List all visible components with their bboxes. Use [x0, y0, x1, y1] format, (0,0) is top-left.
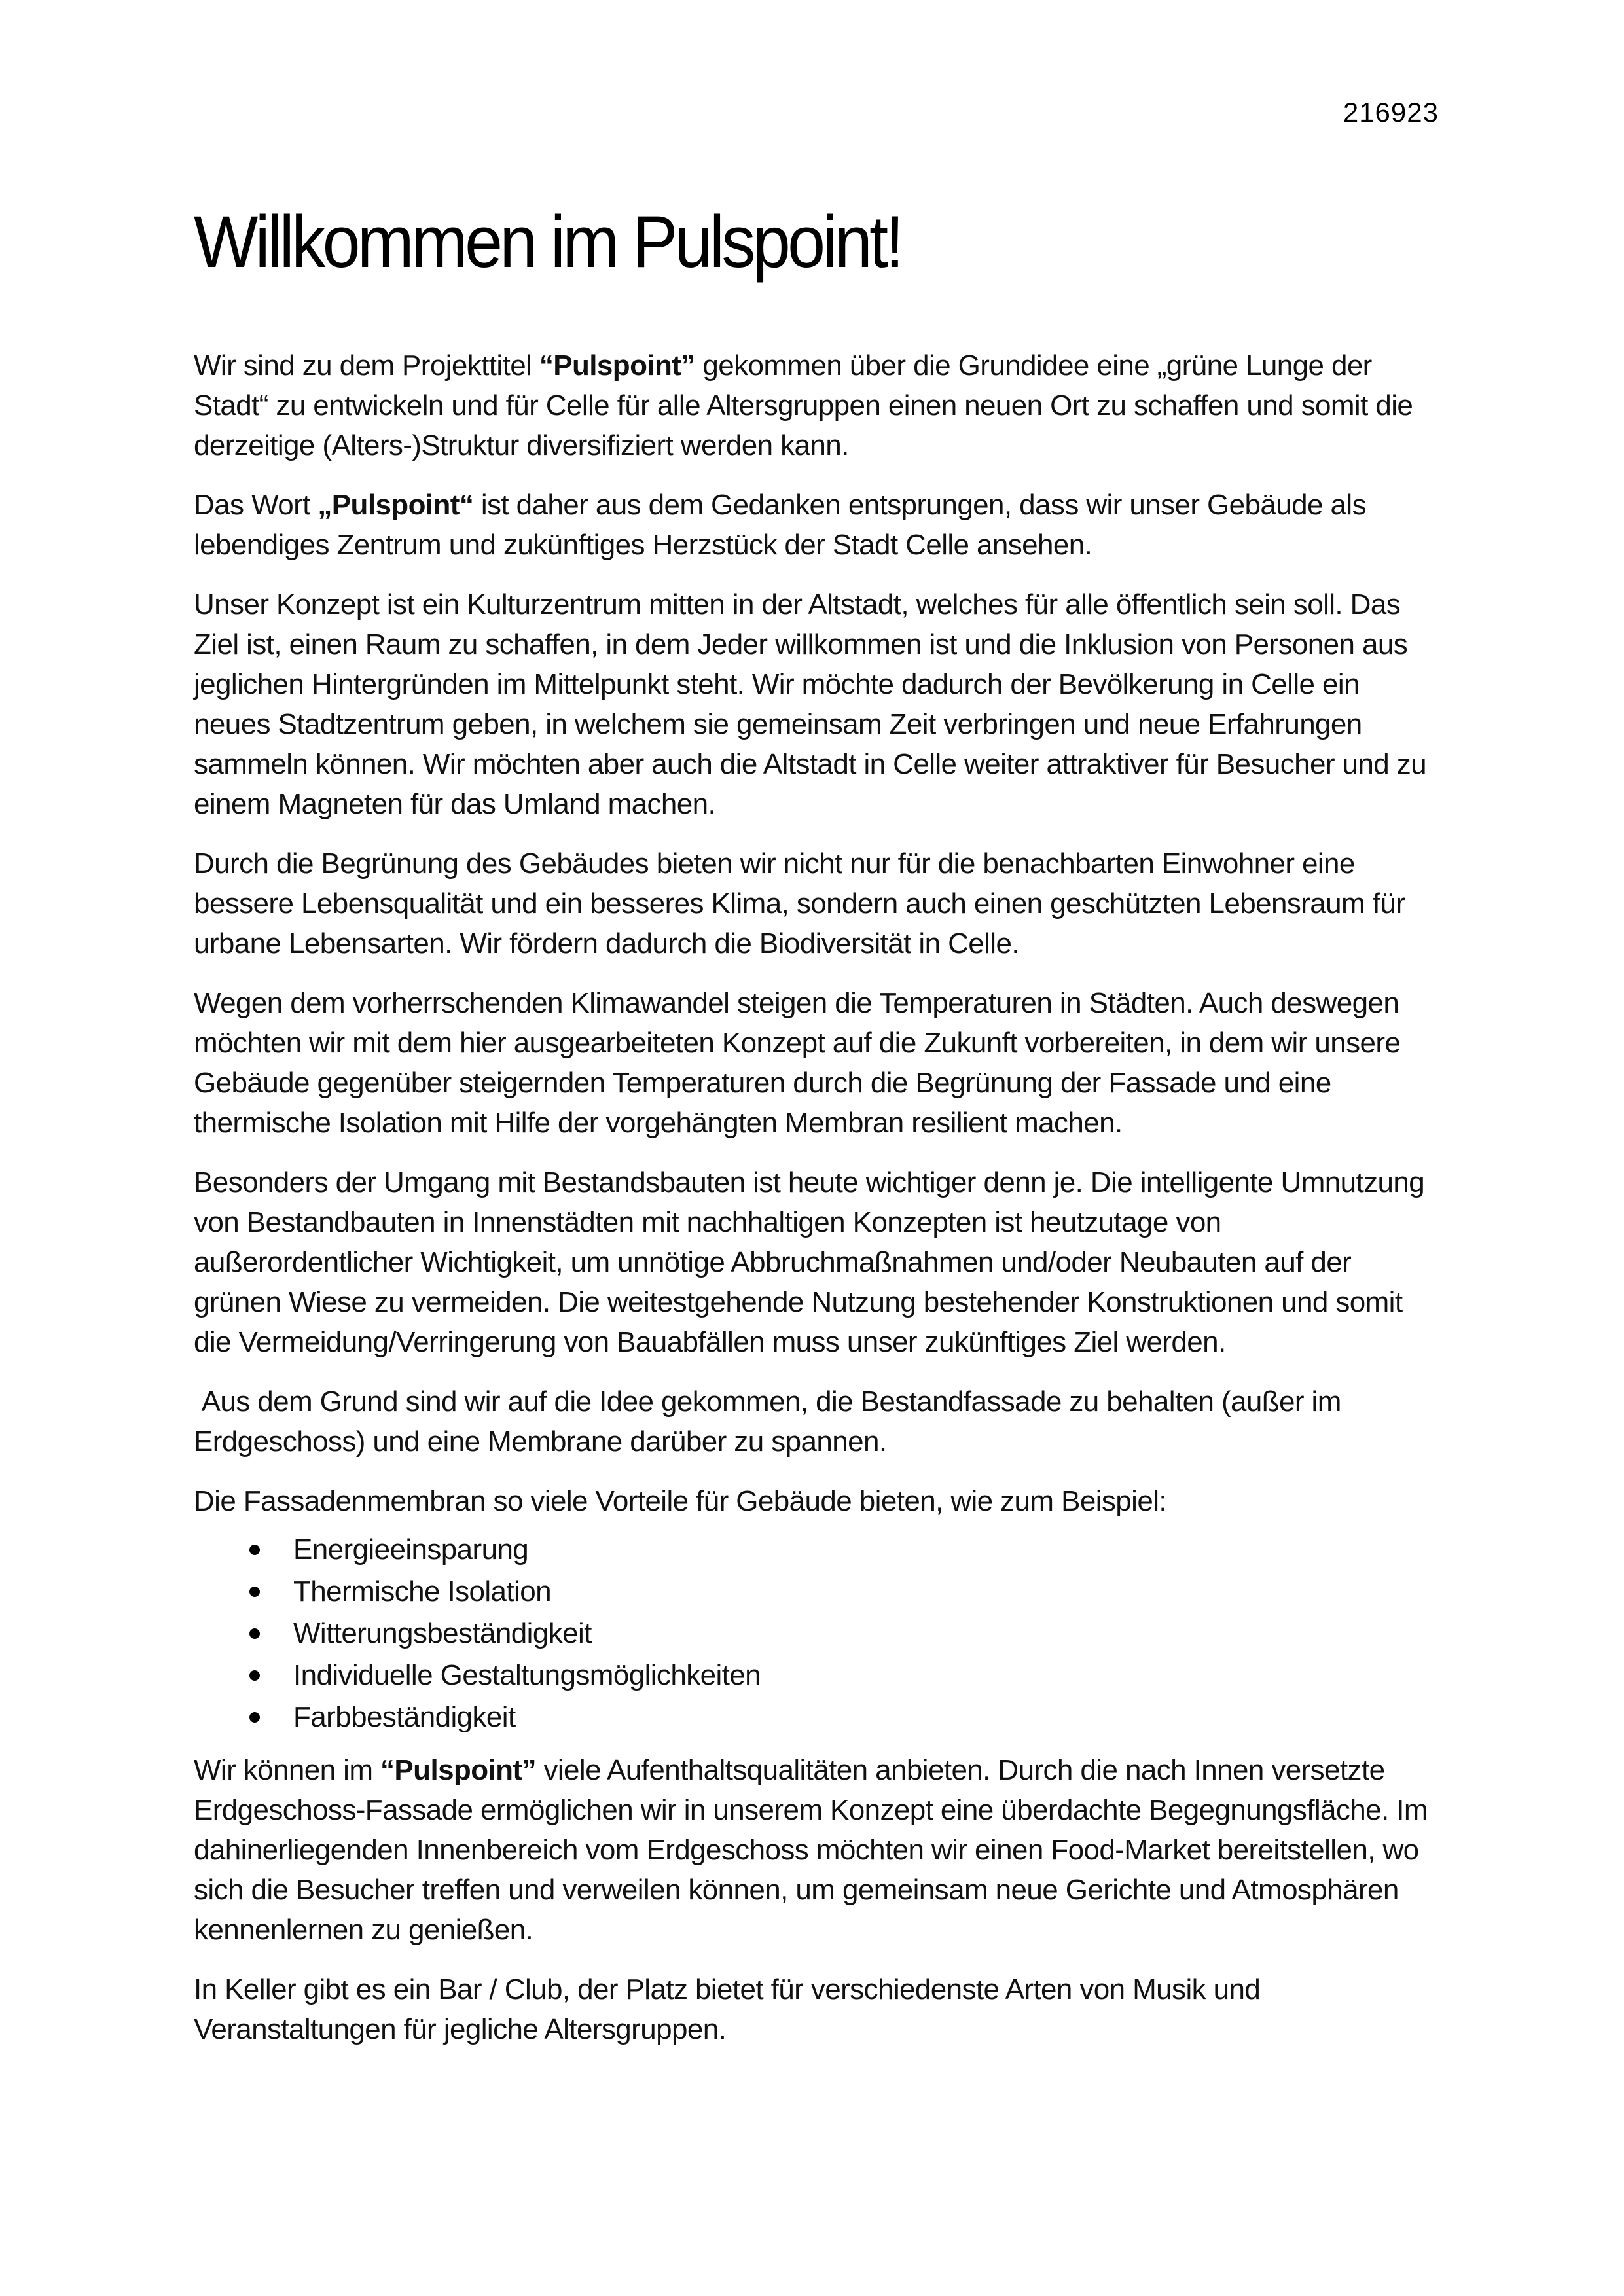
list-item-label: Energieeinsparung: [293, 1534, 529, 1566]
paragraph-basement-club: In Keller gibt es ein Bar / Club, der Platz bietet für verschiedenste Arten von Musik und Veranstaltungen für jegliche Altersgruppen.: [194, 1973, 1261, 2045]
advantages-list: [194, 1529, 1437, 1738]
paragraph-text: Das Wort: [194, 489, 318, 521]
bold-term-pulspoint: “Pulspoint”: [380, 1754, 536, 1786]
list-item-label: Individuelle Gestaltungsmöglichkeiten: [293, 1659, 761, 1691]
bold-term-pulspoint: „Pulspoint“: [317, 489, 474, 521]
page-number: 216923: [1343, 97, 1439, 128]
bullet-icon: [249, 1545, 260, 1555]
bullet-icon: [249, 1587, 260, 1597]
bullet-icon: [249, 1712, 260, 1723]
paragraph-greening: Durch die Begrünung des Gebäudes bieten wir nicht nur für die benachbarten Einwohner eine bessere Lebensqualität und ein besseres Klima, sondern auch einen geschützten Lebensraum für urbane Lebensarten. Wir fördern dadurch die Biodiversität in Celle.: [194, 848, 1405, 960]
list-item: [194, 1655, 1437, 1696]
paragraph-facade-idea: Aus dem Grund sind wir auf die Idee gekommen, die Bestandfassade zu behalten (außer im Erdgeschoss) und eine Membrane darüber zu spannen.: [194, 1386, 1349, 1458]
bold-term-pulspoint: “Pulspoint”: [539, 350, 695, 382]
list-item-label: Farbbeständigkeit: [293, 1701, 516, 1733]
bullet-icon: [249, 1628, 260, 1639]
paragraph-text: viele Aufenthaltsqualitäten anbieten. Durch die nach Innen versetzte Erdgeschoss-Fassade ermöglichen wir in unserem Konzept eine überdachte Begegnungsfläche. Im dahinerliegenden Innenbereich vom Erdgeschoss möchten wir einen Food-Market bereitstellen, wo sich die Besucher treffen und verweilen können, um gemeinsam neue Gerichte und Atmosphären kennenlernen zu genießen.: [194, 1754, 1428, 1946]
document-content: [194, 196, 1437, 2069]
paragraph-text: Wir sind zu dem Projekttitel: [194, 350, 539, 382]
paragraph-climate: Wegen dem vorherrschenden Klimawandel steigen die Temperaturen in Städten. Auch deswegen möchten wir mit dem hier ausgearbeiteten Konzept auf die Zukunft vorbereiten, in dem wir unsere Gebäude gegenüber steigernden Temperaturen durch die Begrünung der Fassade und eine thermische Isolation mit Hilfe der vorgehängten Membran resilient machen.: [194, 987, 1401, 1139]
paragraph-project-title: [194, 346, 1437, 465]
bullet-icon: [249, 1670, 260, 1681]
paragraph-membrane-advantages: Die Fassadenmembran so viele Vorteile für Gebäude bieten, wie zum Beispiel:: [194, 1485, 1167, 1517]
list-item-label: Thermische Isolation: [293, 1575, 551, 1607]
list-item-label: Witterungsbeständigkeit: [293, 1617, 592, 1649]
paragraph-concept: Unser Konzept ist ein Kulturzentrum mitten in der Altstadt, welches für alle öffentlich sein soll. Das Ziel ist, einen Raum zu schaffen, in dem Jeder willkommen ist und die Inklusion von Personen aus jeglichen Hintergründen im Mittelpunkt steht. Wir möchte dadurch der Bevölkerung in Celle ein neues Stadtzentrum geben, in welchem sie gemeinsam Zeit verbringen und neue Erfahrungen sammeln können. Wir möchten aber auch die Altstadt in Celle weiter attraktiver für Besucher und zu einem Magneten für das Umland machen.: [194, 588, 1427, 820]
paragraph-existing-buildings: Besonders der Umgang mit Bestandsbauten ist heute wichtiger denn je. Die intelligente Umnutzung von Bestandbauten in Innenstädten mit nachhaltigen Konzepten ist heutzutage von außerordentlicher Wichtigkeit, um unnötige Abbruchmaßnahmen und/oder Neubauten auf der grünen Wiese zu vermeiden. Die weitestgehende Nutzung bestehender Konstruktionen und somit die Vermeidung/Verringerung von Bauabfällen muss unser zukünftiges Ziel werden.: [194, 1166, 1425, 1358]
paragraph-text: gekommen über die Grundidee eine „grüne Lunge der Stadt“ zu entwickeln und für Celle für alle Altersgruppen einen neuen Ort zu schaffen und somit die derzeitige (Alters-)Struktur diversifiziert werden kann.: [194, 350, 1413, 461]
list-item: [194, 1571, 1437, 1613]
paragraph-text: Wir können im: [194, 1754, 381, 1786]
document-body: [194, 346, 1437, 2049]
paragraph-text: ist daher aus dem Gedanken entsprungen, dass wir unser Gebäude als lebendiges Zentrum und zukünftiges Herzstück der Stadt Celle ansehen.: [194, 489, 1366, 561]
list-item: [194, 1696, 1437, 1738]
document-title: Willkommen im Pulspoint!: [194, 201, 901, 283]
paragraph-amenities: [194, 1750, 1437, 1950]
list-item: [194, 1613, 1437, 1655]
list-item: [194, 1529, 1437, 1571]
paragraph-name-origin: [194, 485, 1437, 565]
